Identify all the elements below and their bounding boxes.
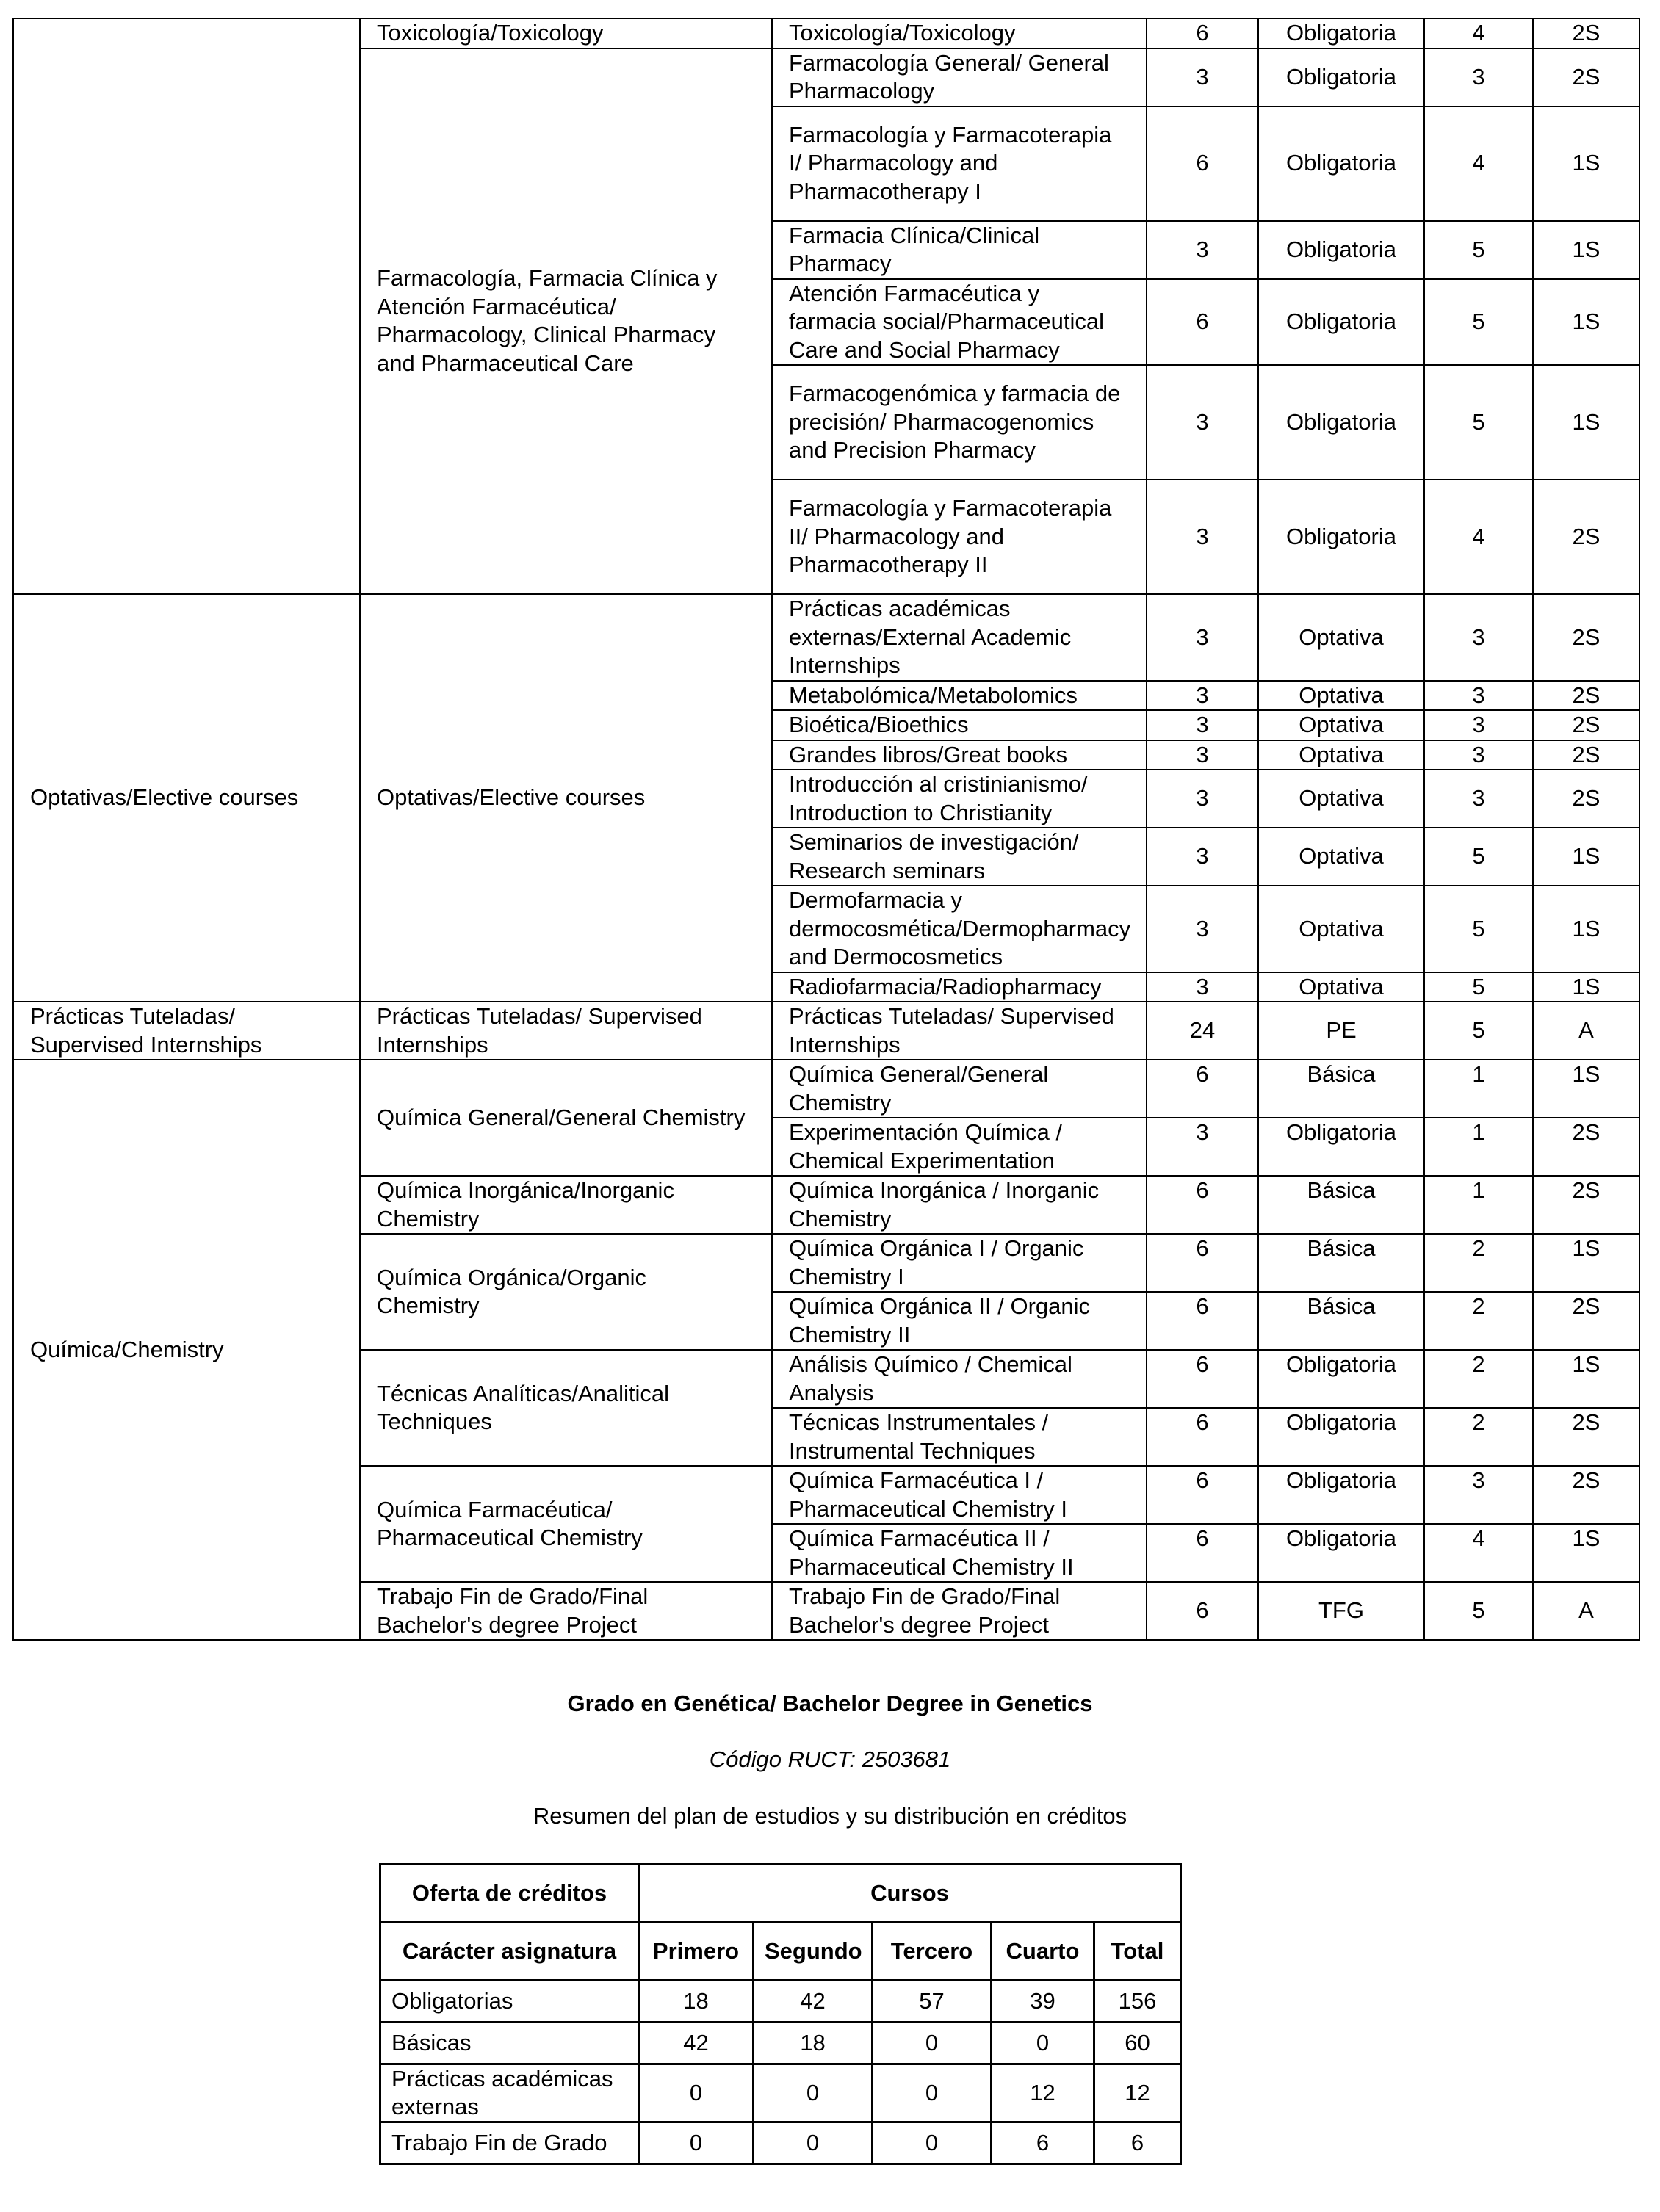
type-cell: Obligatoria <box>1258 18 1424 48</box>
year-cell: 5 <box>1424 1002 1533 1060</box>
semester-cell: 2S <box>1533 1466 1639 1524</box>
ects-cell: 3 <box>1147 710 1258 740</box>
row-label: Básicas <box>380 2023 639 2064</box>
year-cell: 5 <box>1424 1582 1533 1640</box>
type-cell: Obligatoria <box>1258 1524 1424 1582</box>
semester-cell: 2S <box>1533 770 1639 828</box>
subject-cell: Radiofarmacia/Radiopharmacy <box>772 972 1147 1002</box>
subject-cell: Seminarios de investigación/ Research seminars <box>772 828 1147 886</box>
column-header: Segundo <box>754 1923 873 1981</box>
cell-value: 39 <box>992 1981 1094 2023</box>
ects-cell: 3 <box>1147 886 1258 972</box>
semester-cell: A <box>1533 1582 1639 1640</box>
subject-cell: Química Orgánica II / Organic Chemistry II <box>772 1292 1147 1350</box>
cell-value: 156 <box>1094 1981 1181 2023</box>
semester-cell: 2S <box>1533 480 1639 594</box>
subject-cell: Farmacología General/ General Pharmacology <box>772 48 1147 106</box>
column-header: Cuarto <box>992 1923 1094 1981</box>
year-cell: 5 <box>1424 221 1533 279</box>
semester-cell: 1S <box>1533 221 1639 279</box>
year-cell: 3 <box>1424 1466 1533 1524</box>
cell-value: 42 <box>754 1981 873 2023</box>
year-cell: 4 <box>1424 1524 1533 1582</box>
type-cell: Obligatoria <box>1258 1466 1424 1524</box>
cell-value: 18 <box>639 1981 754 2023</box>
type-cell: Obligatoria <box>1258 365 1424 480</box>
year-cell: 2 <box>1424 1408 1533 1466</box>
module-cell <box>13 18 360 594</box>
curriculum-table <box>12 18 1640 1641</box>
year-cell: 3 <box>1424 740 1533 770</box>
subject-cell: Dermofarmacia y dermocosmética/Dermopharmacy and Dermocosmetics <box>772 886 1147 972</box>
semester-cell: 1S <box>1533 365 1639 480</box>
type-cell: Optativa <box>1258 594 1424 681</box>
column-header: Primero <box>639 1923 754 1981</box>
ects-cell: 6 <box>1147 1060 1258 1118</box>
semester-cell: A <box>1533 1002 1639 1060</box>
year-cell: 5 <box>1424 886 1533 972</box>
cell-value: 0 <box>639 2064 754 2122</box>
semester-cell: 2S <box>1533 1176 1639 1234</box>
subject-cell: Química Farmacéutica II / Pharmaceutical Chemistry II <box>772 1524 1147 1582</box>
subject-cell: Química Farmacéutica I / Pharmaceutical Chemistry I <box>772 1466 1147 1524</box>
type-cell: Obligatoria <box>1258 48 1424 106</box>
table-row <box>380 2023 1181 2064</box>
subject-cell: Prácticas académicas externas/External Academic Internships <box>772 594 1147 681</box>
type-cell: Optativa <box>1258 972 1424 1002</box>
column-header: Tercero <box>873 1923 992 1981</box>
ects-cell: 6 <box>1147 1524 1258 1582</box>
materia-cell: Química Inorgánica/Inorganic Chemistry <box>360 1176 772 1234</box>
ects-cell: 3 <box>1147 828 1258 886</box>
year-cell: 4 <box>1424 480 1533 594</box>
table-row <box>380 2122 1181 2164</box>
cell-value: 0 <box>754 2064 873 2122</box>
year-cell: 3 <box>1424 594 1533 681</box>
subject-cell: Trabajo Fin de Grado/Final Bachelor's degree Project <box>772 1582 1147 1640</box>
type-cell: TFG <box>1258 1582 1424 1640</box>
module-cell: Química/Chemistry <box>13 1060 360 1640</box>
subject-cell: Técnicas Instrumentales / Instrumental Techniques <box>772 1408 1147 1466</box>
year-cell: 1 <box>1424 1176 1533 1234</box>
cell-value: 0 <box>873 2122 992 2164</box>
semester-cell: 2S <box>1533 1408 1639 1466</box>
semester-cell: 1S <box>1533 886 1639 972</box>
column-header: Total <box>1094 1923 1181 1981</box>
semester-cell: 1S <box>1533 1350 1639 1408</box>
type-cell: Básica <box>1258 1292 1424 1350</box>
type-cell: Optativa <box>1258 681 1424 711</box>
subject-cell: Química General/General Chemistry <box>772 1060 1147 1118</box>
row-label: Obligatorias <box>380 1981 639 2023</box>
ects-cell: 6 <box>1147 279 1258 366</box>
year-cell: 5 <box>1424 279 1533 366</box>
materia-cell: Química General/General Chemistry <box>360 1060 772 1176</box>
materia-cell: Química Orgánica/Organic Chemistry <box>360 1234 772 1350</box>
semester-cell: 2S <box>1533 740 1639 770</box>
year-cell: 2 <box>1424 1234 1533 1292</box>
cell-value: 0 <box>754 2122 873 2164</box>
cell-value: 12 <box>992 2064 1094 2122</box>
ects-cell: 6 <box>1147 106 1258 221</box>
year-cell: 2 <box>1424 1292 1533 1350</box>
cell-value: 57 <box>873 1981 992 2023</box>
year-cell: 3 <box>1424 48 1533 106</box>
type-cell: PE <box>1258 1002 1424 1060</box>
table-row <box>13 1002 1639 1060</box>
semester-cell: 2S <box>1533 681 1639 711</box>
subject-cell: Experimentación Química / Chemical Experimentation <box>772 1118 1147 1176</box>
credits-distribution-table <box>379 1863 1182 2165</box>
ects-cell: 6 <box>1147 1292 1258 1350</box>
semester-cell: 1S <box>1533 828 1639 886</box>
semester-cell: 2S <box>1533 1292 1639 1350</box>
ects-cell: 6 <box>1147 1582 1258 1640</box>
year-cell: 4 <box>1424 106 1533 221</box>
materia-cell: Toxicología/Toxicology <box>360 18 772 48</box>
subject-cell: Análisis Químico / Chemical Analysis <box>772 1350 1147 1408</box>
year-cell: 1 <box>1424 1060 1533 1118</box>
semester-cell: 1S <box>1533 1234 1639 1292</box>
type-cell: Obligatoria <box>1258 1118 1424 1176</box>
offer-header: Oferta de créditos <box>380 1865 639 1923</box>
ects-cell: 3 <box>1147 594 1258 681</box>
type-header: Carácter asignatura <box>380 1923 639 1981</box>
cell-value: 60 <box>1094 2023 1181 2064</box>
subject-cell: Prácticas Tuteladas/ Supervised Internships <box>772 1002 1147 1060</box>
type-cell: Optativa <box>1258 770 1424 828</box>
semester-cell: 2S <box>1533 594 1639 681</box>
subject-cell: Grandes libros/Great books <box>772 740 1147 770</box>
ects-cell: 3 <box>1147 48 1258 106</box>
subject-cell: Química Inorgánica / Inorganic Chemistry <box>772 1176 1147 1234</box>
year-cell: 5 <box>1424 828 1533 886</box>
year-cell: 5 <box>1424 365 1533 480</box>
ruct-code: Código RUCT: 2503681 <box>709 1746 951 1772</box>
subject-cell: Farmacia Clínica/Clinical Pharmacy <box>772 221 1147 279</box>
type-cell: Básica <box>1258 1234 1424 1292</box>
row-label: Trabajo Fin de Grado <box>380 2122 639 2164</box>
materia-cell: Farmacología, Farmacia Clínica y Atención Farmacéutica/ Pharmacology, Clinical Pharmacy and Pharmaceutical Care <box>360 48 772 595</box>
type-cell: Básica <box>1258 1176 1424 1234</box>
subject-cell: Farmacología y Farmacoterapia I/ Pharmacology and Pharmacotherapy I <box>772 106 1147 221</box>
table-row <box>13 18 1639 48</box>
materia-cell: Optativas/Elective courses <box>360 594 772 1002</box>
table-row <box>380 1981 1181 2023</box>
ects-cell: 6 <box>1147 1350 1258 1408</box>
table-row <box>13 594 1639 681</box>
subject-cell: Farmacogenómica y farmacia de precisión/ Pharmacogenomics and Precision Pharmacy <box>772 365 1147 480</box>
subject-cell: Toxicología/Toxicology <box>772 18 1147 48</box>
cell-value: 18 <box>754 2023 873 2064</box>
module-cell: Optativas/Elective courses <box>13 594 360 1002</box>
year-cell: 3 <box>1424 770 1533 828</box>
year-cell: 1 <box>1424 1118 1533 1176</box>
ects-cell: 3 <box>1147 221 1258 279</box>
semester-cell: 1S <box>1533 106 1639 221</box>
semester-cell: 1S <box>1533 279 1639 366</box>
cell-value: 42 <box>639 2023 754 2064</box>
type-cell: Obligatoria <box>1258 221 1424 279</box>
year-cell: 5 <box>1424 972 1533 1002</box>
semester-cell: 2S <box>1533 1118 1639 1176</box>
ects-cell: 3 <box>1147 480 1258 594</box>
materia-cell: Trabajo Fin de Grado/Final Bachelor's degree Project <box>360 1582 772 1640</box>
cell-value: 0 <box>873 2064 992 2122</box>
type-cell: Obligatoria <box>1258 1350 1424 1408</box>
ects-cell: 6 <box>1147 1408 1258 1466</box>
year-cell: 4 <box>1424 18 1533 48</box>
materia-cell: Técnicas Analíticas/Analitical Techniques <box>360 1350 772 1466</box>
type-cell: Optativa <box>1258 710 1424 740</box>
credits-summary-caption: Resumen del plan de estudios y su distribución en créditos <box>533 1803 1127 1829</box>
year-cell: 3 <box>1424 681 1533 711</box>
cell-value: 0 <box>992 2023 1094 2064</box>
subject-cell: Atención Farmacéutica y farmacia social/Pharmaceutical Care and Social Pharmacy <box>772 279 1147 366</box>
cell-value: 12 <box>1094 2064 1181 2122</box>
materia-cell: Química Farmacéutica/ Pharmaceutical Chemistry <box>360 1466 772 1582</box>
row-label: Prácticas académicas externas <box>380 2064 639 2122</box>
ects-cell: 3 <box>1147 770 1258 828</box>
type-cell: Optativa <box>1258 828 1424 886</box>
materia-cell: Prácticas Tuteladas/ Supervised Internships <box>360 1002 772 1060</box>
table-row <box>13 1060 1639 1118</box>
ects-cell: 24 <box>1147 1002 1258 1060</box>
cell-value: 6 <box>992 2122 1094 2164</box>
courses-header: Cursos <box>639 1865 1181 1923</box>
ects-cell: 6 <box>1147 1176 1258 1234</box>
semester-cell: 2S <box>1533 48 1639 106</box>
type-cell: Optativa <box>1258 886 1424 972</box>
table-row <box>380 2064 1181 2122</box>
genetics-degree-title: Grado en Genética/ Bachelor Degree in Genetics <box>567 1691 1093 1716</box>
type-cell: Obligatoria <box>1258 106 1424 221</box>
subject-cell: Farmacología y Farmacoterapia II/ Pharmacology and Pharmacotherapy II <box>772 480 1147 594</box>
type-cell: Básica <box>1258 1060 1424 1118</box>
module-cell: Prácticas Tuteladas/ Supervised Internships <box>13 1002 360 1060</box>
type-cell: Obligatoria <box>1258 480 1424 594</box>
ects-cell: 3 <box>1147 740 1258 770</box>
type-cell: Optativa <box>1258 740 1424 770</box>
year-cell: 3 <box>1424 710 1533 740</box>
ects-cell: 3 <box>1147 681 1258 711</box>
ects-cell: 3 <box>1147 972 1258 1002</box>
type-cell: Obligatoria <box>1258 1408 1424 1466</box>
semester-cell: 1S <box>1533 1060 1639 1118</box>
ects-cell: 6 <box>1147 1234 1258 1292</box>
ects-cell: 3 <box>1147 1118 1258 1176</box>
subject-cell: Introducción al cristinianismo/ Introduction to Christianity <box>772 770 1147 828</box>
semester-cell: 1S <box>1533 1524 1639 1582</box>
semester-cell: 2S <box>1533 710 1639 740</box>
ects-cell: 6 <box>1147 18 1258 48</box>
cell-value: 0 <box>873 2023 992 2064</box>
subject-cell: Metabolómica/Metabolomics <box>772 681 1147 711</box>
semester-cell: 2S <box>1533 18 1639 48</box>
ects-cell: 3 <box>1147 365 1258 480</box>
ects-cell: 6 <box>1147 1466 1258 1524</box>
year-cell: 2 <box>1424 1350 1533 1408</box>
subject-cell: Bioética/Bioethics <box>772 710 1147 740</box>
type-cell: Obligatoria <box>1258 279 1424 366</box>
cell-value: 0 <box>639 2122 754 2164</box>
cell-value: 6 <box>1094 2122 1181 2164</box>
semester-cell: 1S <box>1533 972 1639 1002</box>
subject-cell: Química Orgánica I / Organic Chemistry I <box>772 1234 1147 1292</box>
